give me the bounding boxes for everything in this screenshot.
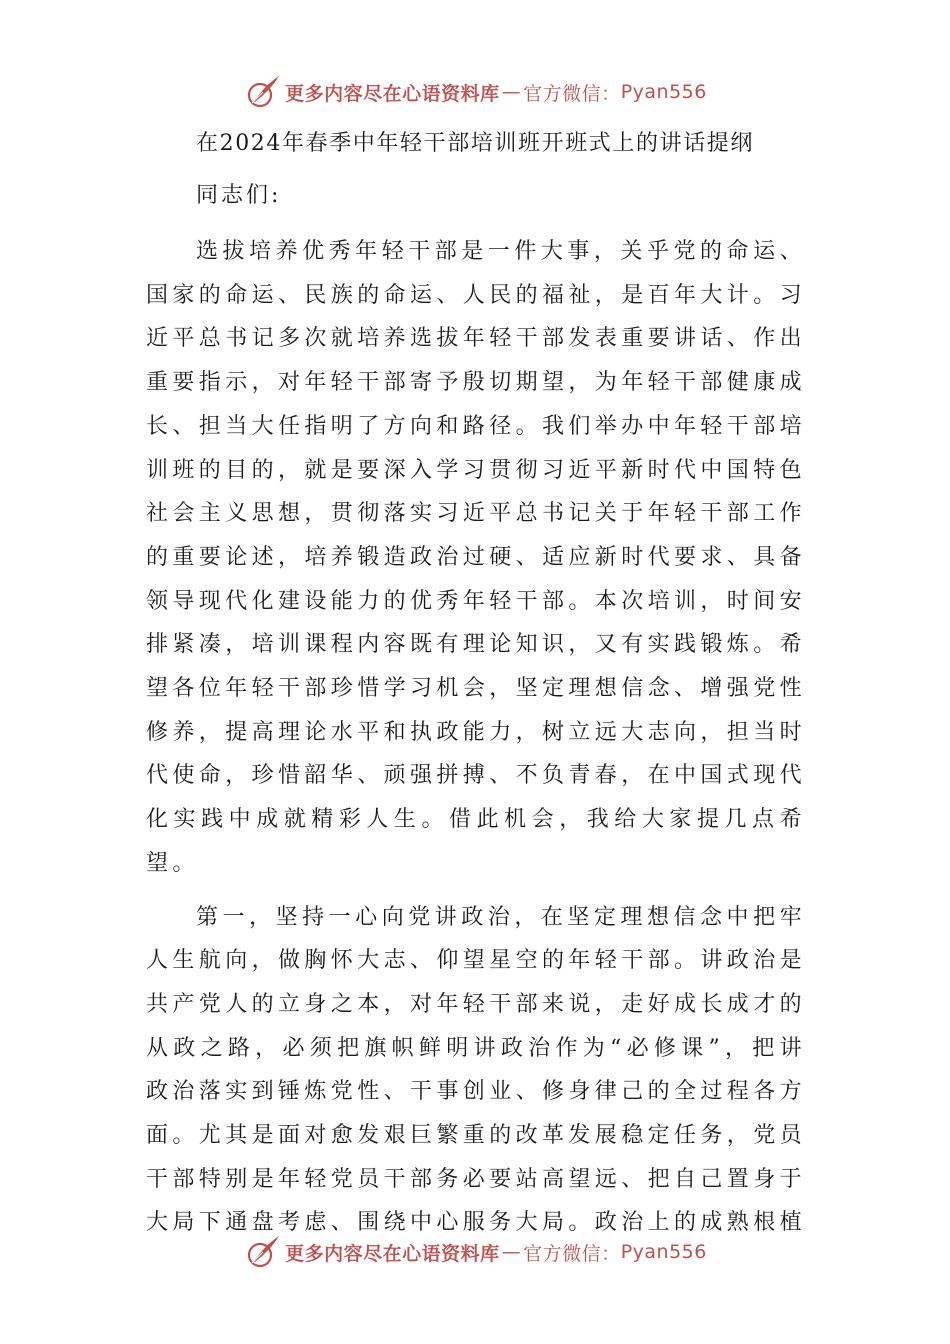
feather-pen-logo-icon xyxy=(243,72,283,112)
greeting: 同志们: xyxy=(196,183,282,208)
watermark-footer xyxy=(0,1232,950,1272)
feather-pen-logo-icon xyxy=(243,1232,283,1272)
paragraph-intro: 选拔培养优秀年轻干部是一件大事，关乎党的命运、国家的命运、民族的命运、人民的福祉，是百年大计。习近平总书记多次就培养选拔年轻干部发表重要讲话、作出重要指示，对年轻干部寄予殷切期望，为年轻干部健康成长、担当大任指明了方向和路径。我们举办中年轻干部培训班的目的，就是要深入学习贯彻习近平新时代中国特色社会主义思想，贯彻落实习近平总书记关于年轻干部工作的重要论述，培养锻造政治过硬、适应新时代要求、具备领导现代化建设能力的优秀年轻干部。本次培训，时间安排紧凑，培训课程内容既有理论知识，又有实践锻炼。希望各位年轻干部珍惜学习机会，坚定理想信念、增强党性修养，提高理论水平和执政能力，树立远大志向，担当时代使命，珍惜韶华、顽强拼搏、不负青春，在中国式现代化实践中成就精彩人生。借此机会，我给大家提几点希望。 xyxy=(146,239,807,876)
watermark-wechat-id: Pyan556 xyxy=(620,1241,707,1263)
watermark-brand: 更多内容尽在心语资料库 xyxy=(285,1242,500,1265)
watermark-suffix: 官方微信： xyxy=(523,1242,621,1265)
watermark-dash: — xyxy=(501,1241,522,1263)
watermark-header xyxy=(0,72,950,112)
watermark-suffix: 官方微信： xyxy=(523,82,621,105)
watermark-wechat-id: Pyan556 xyxy=(620,81,707,103)
watermark-brand: 更多内容尽在心语资料库 xyxy=(285,82,500,105)
document-title: 在2024年春季中年轻干部培训班开班式上的讲话提纲 xyxy=(196,131,754,156)
document-body xyxy=(146,230,806,1255)
watermark-dash: — xyxy=(501,81,522,103)
paragraph-first-point: 第一，坚持一心向党讲政治，在坚定理想信念中把牢人生航向，做胸怀大志、仰望星空的年轻干部。讲政治是共产党人的立身之本，对年轻干部来说，走好成长成才的从政之路，必须把旗帜鲜明讲政治作为“必修课”，把讲政治落实到锤炼党性、干事创业、修身律己的全过程各方面。尤其是面对愈发艰巨繁重的改革发展稳定任务，党员干部特别是年轻党员干部务必要站高望远、把自己置身于大局下通盘考虑、围绕中心服务大局。政治上的成熟根植 xyxy=(146,904,807,1236)
